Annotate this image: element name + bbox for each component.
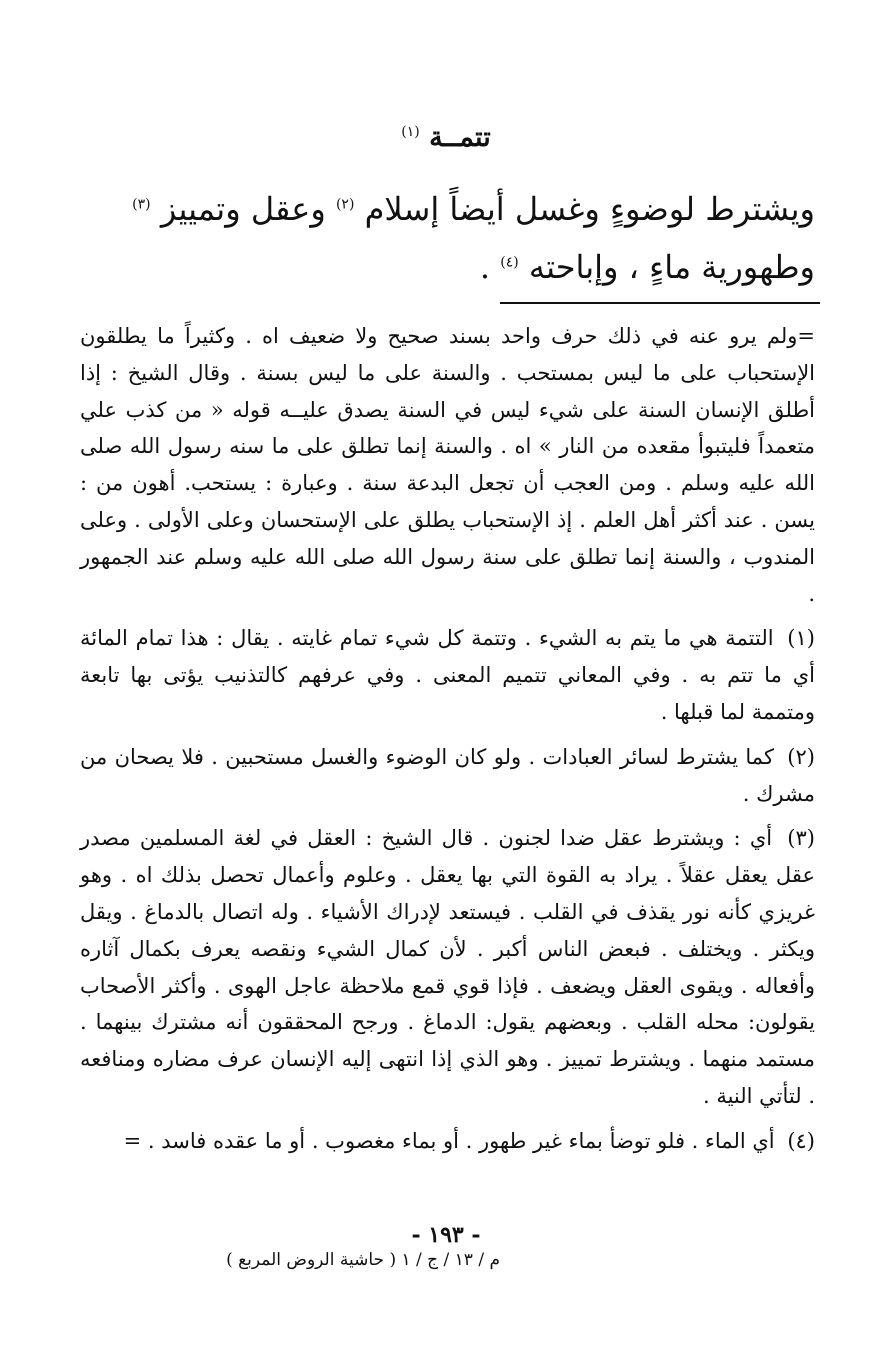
footnote-text: التتمة هي ما يتم به الشيء . وتتمة كل شيء تمام غايته . يقال : هذا تمام المائة أي ما تتم به . وفي المعاني تتميم المعنى . وفي عرفهم كالتذنيب يؤتى بها تابعة ومتممة لما قبلها .: [80, 626, 815, 724]
footnote-2: [80, 739, 815, 813]
section-title: [0, 118, 892, 158]
main-text-line-1: [80, 180, 815, 238]
footnote-1: [80, 620, 815, 730]
main-text-segment: ويشترط لوضوءٍ وغسل أيضاً إسلام: [364, 190, 815, 228]
main-text-end: .: [479, 248, 491, 286]
main-text: [80, 180, 815, 296]
main-text-segment: وعقل وتمييز: [160, 190, 326, 228]
footnote-number: (٤): [787, 1128, 815, 1153]
footnote-3: [80, 820, 815, 1114]
footnote-marker-4: (٤): [500, 254, 519, 271]
footnote-marker-3: (٣): [132, 196, 151, 213]
footnote-4: [80, 1123, 815, 1160]
commentary: [80, 318, 815, 1168]
main-text-line-2: [80, 238, 815, 296]
page-number: - ١٩٣ -: [411, 1222, 481, 1248]
footnote-text: أي : ويشترط عقل ضدا لجنون . قال الشيخ : العقل في لغة المسلمين مصدر عقل يعقل عقلاً . يراد به القوة التي بها يعقل . وعلوم وأعمال تحصل بذلك اه . وهو غريزي كأنه نور يقذف في القلب . فيستعد لإدراك الأشياء . وله اتصال بالدماغ . ويقل ويكثر . ويختلف . فبعض الناس أكبر . لأن كمال الشيء ونقصه يعرف بكمال آثاره وأفعاله . ويقوى العقل ويضعف . فإذا قوي قمع ملاحظة عاجل الهوى . وأكثر الأصحاب يقولون: محله القلب . وبعضهم يقول: الدماغ . ورجح المحققون أنه مشترك بينهما . مستمد منهما . ويشترط تمييز . وهو الذي إذا انتهى إليه الإنسان عرف مضاره ومنافعه . لتأتي النية .: [80, 826, 815, 1108]
footnote-number: (٢): [787, 744, 815, 769]
title-footnote-marker: (١): [401, 124, 420, 140]
footnote-text: أي الماء . فلو توضأ بماء غير طهور . أو بماء مغصوب . أو ما عقده فاسد . =: [123, 1128, 775, 1153]
footnote-text: كما يشترط لسائر العبادات . ولو كان الوضوء والغسل مستحبين . فلا يصحان من مشرك .: [80, 744, 815, 806]
footnote-separator: [500, 302, 820, 304]
title-text: تتمــة: [429, 122, 491, 153]
book-signature: م / ١٣ / ج / ١ ( حاشية الروض المربع ): [226, 1250, 500, 1270]
footnote-number: (١): [787, 626, 815, 651]
footnote-number: (٣): [787, 826, 815, 851]
footnote-marker-2: (٢): [335, 196, 355, 213]
main-text-segment: وطهورية ماءٍ ، وإباحته: [528, 248, 815, 286]
commentary-continued: =ولم يرو عنه في ذلك حرف واحد بسند صحيح ولا ضعيف اه . وكثيراً ما يطلقون الإستحباب على ما ليس بمستحب . والسنة على ما ليس بسنة . وقال الشيخ : إذا أطلق الإنسان السنة على شيء ليس في السنة يصدق عليــه قوله « من كذب علي متعمداً فليتبوأ مقعده من النار » اه . والسنة إنما تطلق على ما سنه رسول الله صلى الله عليه وسلم . ومن العجب أن تجعل البدعة سنة . وعبارة : يستحب. أهون من : يسن . عند أكثر أهل العلم . إذ الإستحباب يطلق على الإستحسان وعلى الأولى . وعلى المندوب ، والسنة إنما تطلق على سنة رسول الله صلى الله عليه وسلم عند الجمهور .: [80, 324, 815, 606]
